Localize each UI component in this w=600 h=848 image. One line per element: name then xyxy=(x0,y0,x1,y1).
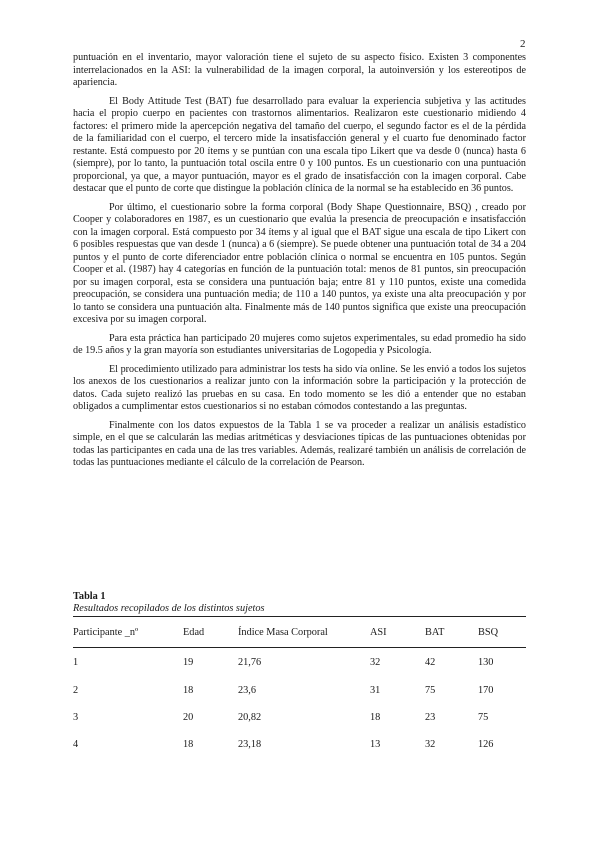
cell-age: 18 xyxy=(183,739,194,750)
table-caption: Resultados recopilados de los distintos sujetos xyxy=(73,603,265,614)
header-bmi: Índice Masa Corporal xyxy=(238,617,370,648)
body-text xyxy=(73,52,526,476)
paragraph-asi-continuation: puntuación en el inventario, mayor valoración tiene el sujeto de su aspecto físico. Existen 3 componentes interrelacionados en la ASI: la vulnerabilidad de la imagen corporal, la autoinversión y los estereotipos de apariencia. xyxy=(73,52,526,88)
cell-bat: 42 xyxy=(425,657,436,668)
cell-bsq: 75 xyxy=(478,712,489,723)
cell-asi: 32 xyxy=(370,657,381,668)
cell-bat: 75 xyxy=(425,685,436,696)
cell-participant: 3 xyxy=(73,712,79,723)
header-asi: ASI xyxy=(370,617,425,648)
table-title: Tabla 1 xyxy=(73,591,106,602)
paragraph-bsq: Por último, el cuestionario sobre la forma corporal (Body Shape Questionnaire, BSQ) , creado por Cooper y colaboradores en 1987, es un cuestionario que evalúa la presencia de preocupación e insatisfacción con la imagen corporal. Está compuesto por 34 ítems y al igual que el BAT sigue una escala de tipo Likert con 6 posibles respuestas que van desde 1 (nunca) a 6 (siempre). Se puede obtener una puntuación total de 34 a 204 puntos y el punto de corte diferenciador entre población clínica o normal se encuentra en 105 puntos. Según Cooper et al. (1987) hay 4 categorías en función de la puntuación total: menos de 81 puntos, sin preocupación por su imagen corporal, esta se considera una puntuación baja; entre 81 y 110 puntos, existe una comedida preocupación, se considera una puntuación media; de 110 a 140 puntos, ya existe una alta preocupación y por lo tanto se considera una puntuación alta. Finalmente más de 140 puntos significa que existe una preocupación excesiva por su imagen corporal. xyxy=(73,201,526,325)
table-row xyxy=(73,648,526,678)
cell-bmi: 23,6 xyxy=(238,685,257,696)
cell-asi: 31 xyxy=(370,685,381,696)
cell-participant: 2 xyxy=(73,685,79,696)
table-header-row xyxy=(73,617,526,648)
cell-age: 18 xyxy=(183,685,194,696)
cell-age: 20 xyxy=(183,712,194,723)
cell-bat: 32 xyxy=(425,739,436,750)
header-bsq: BSQ xyxy=(478,617,526,648)
table-row xyxy=(73,731,526,758)
cell-participant: 4 xyxy=(73,739,79,750)
table-row xyxy=(73,704,526,731)
results-table-block xyxy=(73,591,526,758)
cell-asi: 18 xyxy=(370,712,381,723)
cell-asi: 13 xyxy=(370,739,381,750)
cell-bsq: 126 xyxy=(478,739,494,750)
cell-age: 19 xyxy=(183,657,194,668)
cell-bmi: 21,76 xyxy=(238,657,262,668)
cell-bmi: 20,82 xyxy=(238,712,262,723)
paragraph-procedure: El procedimiento utilizado para administrar los tests ha sido vía online. Se les envió a todos los sujetos los anexos de los cuestionarios a realizar junto con la información sobre la participación y la protección de datos. Cada sujeto realizó las pruebas en su casa. En todo momento se les dió a entender que no estaban obligados a cumplimentar estos cuestionarios si no estaban cómodos contestando a las preguntas. xyxy=(73,363,526,412)
results-table xyxy=(73,616,526,758)
cell-participant: 1 xyxy=(73,657,79,668)
paragraph-participants: Para esta práctica han participado 20 mujeres como sujetos experimentales, su edad promedio ha sido de 19.5 años y la gran mayoría son estudiantes universitarias de Logopedia y Psicología. xyxy=(73,332,526,356)
cell-bmi: 23,18 xyxy=(238,739,262,750)
paragraph-analysis: Finalmente con los datos expuestos de la Tabla 1 se va proceder a realizar un análisis estadístico simple, en el que se calcularán las medias aritméticas y desviaciones típicas de las puntuaciones obtenidas por todas las participantes en cada una de las tres variables. Además, realizaré también un análisis de correlación de todas las puntuaciones mediante el cálculo de la correlación de Pearson. xyxy=(73,419,526,468)
page-number: 2 xyxy=(520,38,526,50)
header-age: Edad xyxy=(183,617,238,648)
paragraph-bat: El Body Attitude Test (BAT) fue desarrollado para evaluar la experiencia subjetiva y las actitudes hacia el propio cuerpo en pacientes con trastornos alimentarios. Realizaron este cuestionario midiendo 4 factores: el primero mide la apercepción negativa del tamaño del cuerpo, el segundo factor es el de la pérdida de la familiaridad con el cuerpo, el tercero mide la insatisfacción general y el cuarto fue denominado factor restante. Está compuesto por 20 ítems y se puntúan con una escala tipo Likert que va desde 0 (nunca) hasta 6 (siempre), por lo tanto, la puntuación total oscila entre 0 y 100 puntos. Es un cuestionario con una puntuación proporcional, ya que, a mayor puntuación, mayor es el grado de insatisfacción con la imagen corporal. Cabe destacar que el punto de corte que distingue la población clínica de la normal se ha establecido en 36 puntos. xyxy=(73,95,526,194)
cell-bsq: 170 xyxy=(478,685,494,696)
table-row xyxy=(73,677,526,704)
header-participant: Participante _nº xyxy=(73,617,183,648)
header-bat: BAT xyxy=(425,617,478,648)
cell-bsq: 130 xyxy=(478,657,494,668)
cell-bat: 23 xyxy=(425,712,436,723)
